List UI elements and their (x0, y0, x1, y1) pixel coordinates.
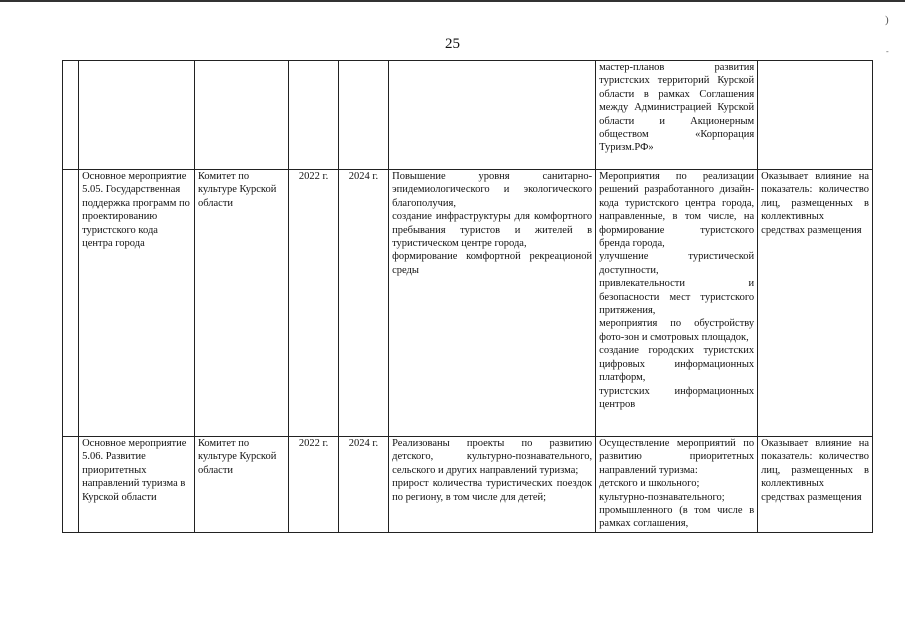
executor-cell: Комитет по культуре Курской области (194, 437, 288, 533)
expected-result-cell (389, 170, 596, 437)
content-line: Осуществление мероприятий по развитию приоритетных направлений туризма: (599, 438, 755, 476)
table-row (63, 170, 873, 437)
result-line: прирост количества туристических поездок по региону, в том числе для детей; (392, 478, 593, 503)
content-line: привлекательности и безопасности мест туристского притяжения, (599, 278, 755, 317)
row-number-cell (63, 437, 79, 533)
executor-cell (194, 61, 288, 170)
margin-mark: ) (885, 14, 889, 26)
start-year-cell: 2022 г. (289, 170, 338, 437)
row-number-cell (63, 61, 79, 170)
end-year-cell (338, 61, 388, 170)
indicator-impact-cell: Оказывает влияние на показатель: количество лиц, размещенных в коллективных средствах размещения (758, 170, 873, 437)
content-line: промышленного (в том числе в рамках соглашения, (599, 505, 755, 530)
activity-name-cell: Основное мероприятие 5.06. Развитие приоритетных направлений туризма в Курской области (79, 437, 195, 533)
content-line: культурно-познавательного; (599, 491, 725, 503)
top-edge-rule (0, 0, 905, 2)
content-line: мероприятия по обустройству фото-зон и смотровых площадок, (599, 318, 755, 343)
content-line: создание городских туристских цифровых информационных платформ, (599, 345, 755, 384)
table-row (63, 437, 873, 533)
expected-result-cell (389, 437, 596, 533)
program-activities-table (62, 60, 873, 533)
executor-cell: Комитет по культуре Курской области (194, 170, 288, 437)
table-row (63, 61, 873, 170)
activity-content-cell (596, 437, 758, 533)
result-line: Реализованы проекты по развитию детского, культурно-познавательного, сельского и других направлений туризма; (392, 438, 593, 476)
margin-mark: - (886, 47, 889, 56)
end-year-cell: 2024 г. (338, 170, 388, 437)
indicator-impact-cell (758, 61, 873, 170)
start-year-cell (289, 61, 338, 170)
content-line: улучшение туристической доступности, (599, 251, 755, 276)
content-line: Мероприятия по реализации решений разработанного дизайн-кода туристского центра города, направленные, в том числе, на формирование туристского бренда города, (599, 171, 755, 250)
page-number: 25 (445, 36, 460, 52)
activity-content-cell (596, 61, 758, 170)
result-line: формирование комфортной рекреационой среды (392, 251, 593, 276)
row-number-cell (63, 170, 79, 437)
activity-content-cell (596, 170, 758, 437)
end-year-cell: 2024 г. (338, 437, 388, 533)
result-line: создание инфраструктуры для комфортного пребывания туристов и жителей в туристическом центре города, (392, 211, 593, 250)
start-year-cell: 2022 г. (289, 437, 338, 533)
content-line: мастер-планов развития туристских территорий Курской области в рамках Соглашения между Администрацией Курской области и Акционерным обществом «Корпорация Туризм.РФ» (599, 62, 755, 154)
indicator-impact-cell: Оказывает влияние на показатель: количество лиц, размещенных в коллективных средствах размещения (758, 437, 873, 533)
activity-name-cell: Основное мероприятие 5.05. Государственная поддержка программ по проектированию туристского кода центра города (79, 170, 195, 437)
activity-name-cell (79, 61, 195, 170)
result-line: Повышение уровня санитарно-эпидемиологического и экологического благополучия, (392, 171, 593, 209)
content-line: туристских информационных центров (599, 385, 755, 410)
content-line: детского и школьного; (599, 478, 700, 490)
expected-result-cell (389, 61, 596, 170)
